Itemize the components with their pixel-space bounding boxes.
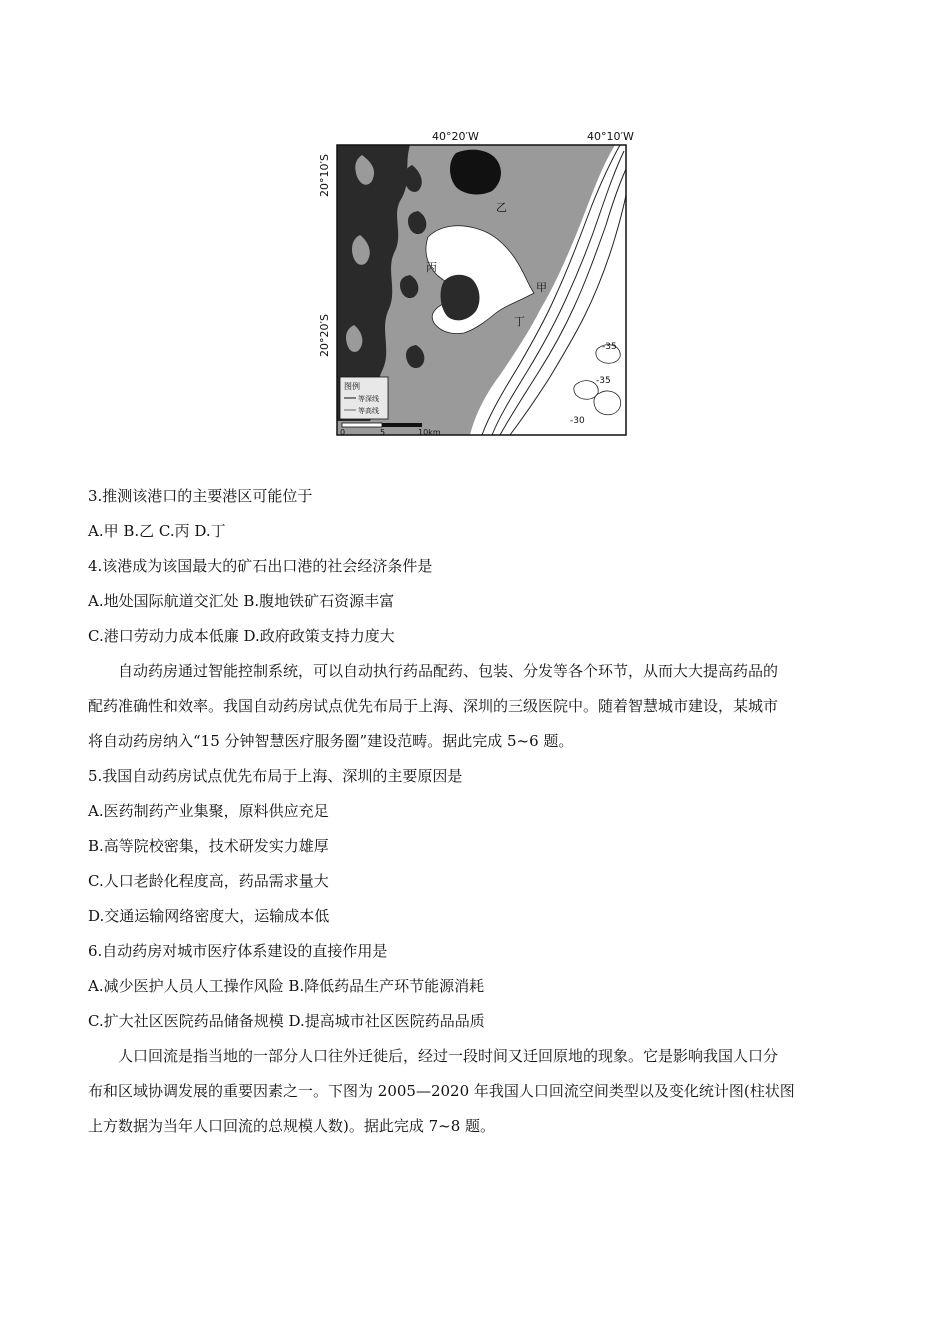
depth-label-2: -35 [596, 376, 611, 386]
place-label-jia: 甲 [536, 281, 547, 294]
passage1-line1: 自动药房通过智能控制系统，可以自动执行药品配药、包装、分发等各个环节，从而大大提高药品的 [118, 662, 779, 680]
q6-stem: 6.自动药房对城市医疗体系建设的直接作用是 [88, 942, 388, 960]
lon-label-1: 40°20′W [432, 130, 479, 143]
lat-label-2: 20°20′S [318, 314, 331, 357]
q5-option-a: A.医药制药产业集聚，原料供应充足 [88, 802, 329, 820]
lon-label-2: 40°10′W [587, 130, 634, 143]
depth-label-3: -30 [570, 416, 585, 426]
passage2-line2: 布和区域协调发展的重要因素之一。下图为 2005—2020 年我国人口回流空间类型以及变化统计图(柱状图 [88, 1082, 795, 1100]
q5-option-d: D.交通运输网络密度大，运输成本低 [88, 907, 330, 925]
q5-option-b: B.高等院校密集，技术研发实力雄厚 [88, 837, 329, 855]
q6-options-1: A.减少医护人员人工操作风险 B.降低药品生产环节能源消耗 [88, 977, 485, 995]
q3-options: A.甲 B.乙 C.丙 D.丁 [88, 522, 226, 540]
legend-item-contour: 等高线 [358, 407, 379, 415]
lat-label-1: 20°10′S [318, 154, 331, 197]
q4-options-1: A.地处国际航道交汇处 B.腹地铁矿石资源丰富 [88, 592, 395, 610]
depth-label-1: -35 [602, 342, 617, 352]
q3-stem: 3.推测该港口的主要港区可能位于 [88, 487, 313, 505]
legend-item-isobath: 等深线 [358, 395, 379, 403]
q4-options-2: C.港口劳动力成本低廉 D.政府政策支持力度大 [88, 627, 395, 645]
q5-stem: 5.我国自动药房试点优先布局于上海、深圳的主要原因是 [88, 767, 463, 785]
scale-mid: 5 [380, 428, 386, 437]
place-label-bing: 丙 [426, 261, 437, 274]
passage2-line1: 人口回流是指当地的一部分人口往外迁徙后，经过一段时间又迁回原地的现象。它是影响我国人口分 [118, 1047, 779, 1065]
passage1-line2: 配药准确性和效率。我国自动药房试点优先布局于上海、深圳的三级医院中。随着智慧城市建设，某城市 [88, 697, 779, 715]
passage1-line3: 将自动药房纳入“15 分钟智慧医疗服务圈”建设范畴。据此完成 5~6 题。 [88, 732, 574, 750]
map-legend [340, 377, 388, 419]
scale-end: 10km [418, 428, 441, 437]
passage2-line3: 上方数据为当年人口回流的总规模人数)。据此完成 7~8 题。 [88, 1117, 496, 1135]
port-map [300, 125, 650, 455]
q5-option-c: C.人口老龄化程度高，药品需求量大 [88, 872, 329, 890]
scale-zero: 0 [340, 428, 346, 437]
place-label-ding: 丁 [514, 315, 525, 328]
place-label-yi: 乙 [496, 201, 507, 214]
q6-options-2: C.扩大社区医院药品储备规模 D.提高城市社区医院药品品质 [88, 1012, 485, 1030]
legend-title: 图例 [344, 382, 360, 391]
port-map-figure [300, 125, 650, 455]
q4-stem: 4.该港成为该国最大的矿石出口港的社会经济条件是 [88, 557, 433, 575]
